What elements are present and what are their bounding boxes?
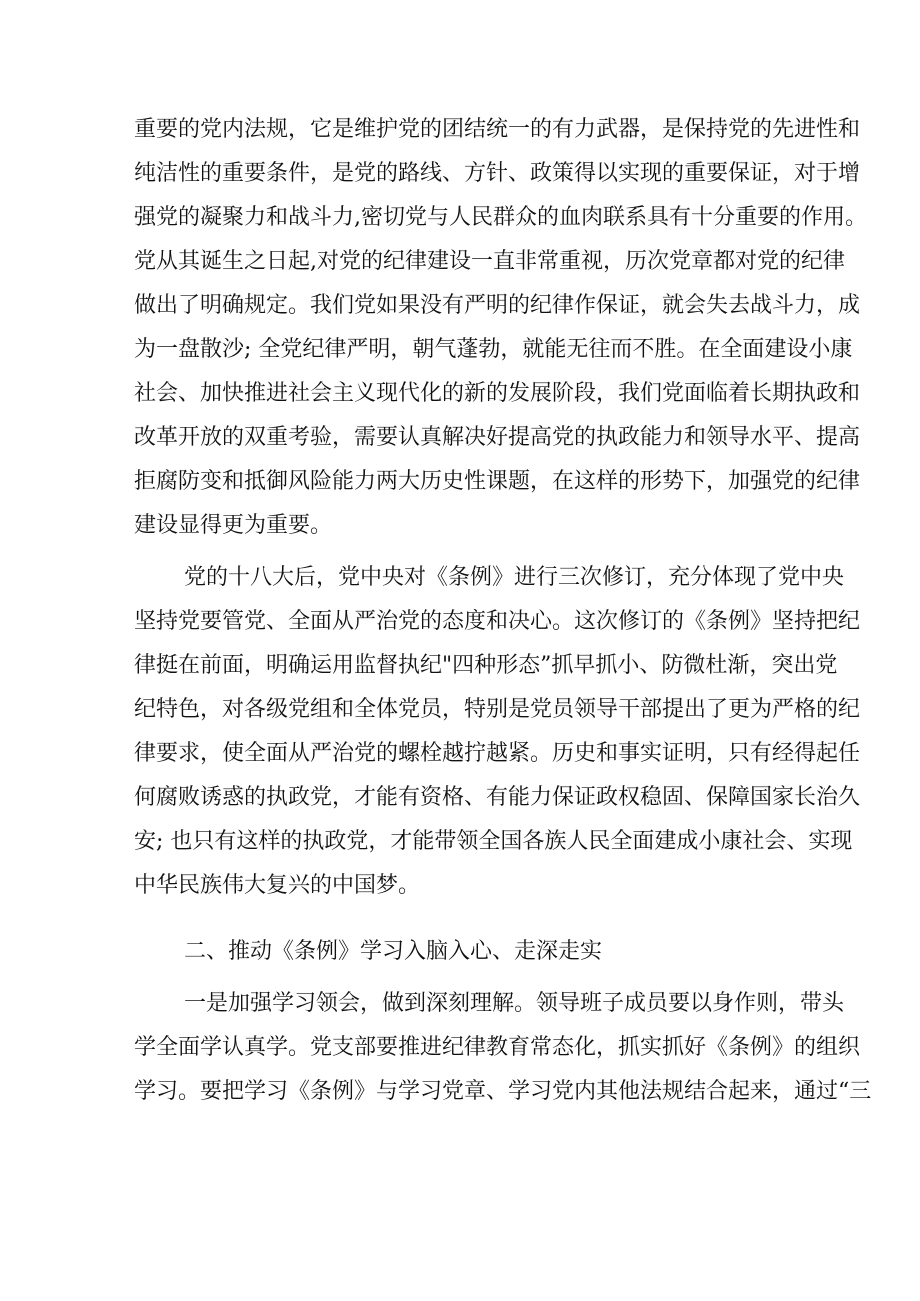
section-heading: 二、推动《条例》学习入脑入心、走深走实 — [184, 939, 603, 964]
text-line: 纪特色，对各级党组和全体党员，特别是党员领导干部提出了更为严格的纪 — [134, 697, 861, 722]
text-line: 一是加强学习领会，做到深刻理解。领导班子成员要以身作则，带头 — [184, 991, 845, 1016]
paragraph-party-congress — [134, 556, 861, 908]
text-line: 拒腐防变和抵御风险能力两大历史性课题，在这样的形势下，加强党的纪律 — [134, 469, 861, 494]
document-body — [134, 108, 872, 1114]
text-line: 党的十八大后，党中央对《条例》进行三次修订，充分体现了党中央 — [184, 565, 845, 590]
paragraph-gap — [134, 548, 794, 556]
text-line: 为一盘散沙; 全党纪律严明，朝气蓬勃，就能无往而不胜。在全面建设小康 — [134, 337, 853, 362]
text-line: 中华民族伟大复兴的中国梦。 — [134, 873, 421, 898]
text-line: 坚持党要管党、全面从严治党的态度和决心。这次修订的《条例》坚持把纪 — [134, 609, 861, 634]
text-line: 律挺在前面，明确运用监督执纪"四种形态”抓早抓小、防微杜渐，突出党 — [134, 653, 838, 678]
text-line: 社会、加快推进社会主义现代化的新的发展阶段，我们党面临着长期执政和 — [134, 381, 861, 406]
text-line: 党从其诞生之日起,对党的纪律建设一直非常重视，历次党章都对党的纪律 — [134, 249, 845, 274]
text-line: 何腐败诱惑的执政党，才能有资格、有能力保证政权稳固、保障国家长治久 — [134, 785, 861, 810]
text-line: 重要的党内法规，它是维护党的团结统一的有力武器，是保持党的先进性和 — [134, 117, 861, 142]
text-line: 建设显得更为重要。 — [134, 513, 333, 538]
text-line: 改革开放的双重考验，需要认真解决好提高党的执政能力和领导水平、提高 — [134, 425, 861, 450]
text-line: 做出了明确规定。我们党如果没有严明的纪律作保证，就会失去战斗力，成 — [134, 293, 861, 318]
text-line: 安; 也只有这样的执政党，才能带领全国各族人民全面建成小康社会、实现 — [134, 829, 853, 854]
paragraph-gap — [134, 974, 794, 982]
text-line: 学习。要把学习《条例》与学习党章、学习党内其他法规结合起来，通过“三 — [134, 1079, 872, 1104]
text-line: 强党的凝聚力和战斗力,密切党与人民群众的血肉联系具有十分重要的作用。 — [134, 205, 867, 230]
text-line: 学全面学认真学。党支部要推进纪律教育常态化，抓实抓好《条例》的组织 — [134, 1035, 861, 1060]
text-line: 纯洁性的重要条件，是党的路线、方针、政策得以实现的重要保证，对于增 — [134, 161, 861, 186]
paragraph-gap — [134, 908, 794, 930]
paragraph-continued — [134, 108, 867, 548]
text-line: 律要求，使全面从严治党的螺栓越拧越紧。历史和事实证明，只有经得起任 — [134, 741, 861, 766]
paragraph-study — [134, 982, 872, 1114]
